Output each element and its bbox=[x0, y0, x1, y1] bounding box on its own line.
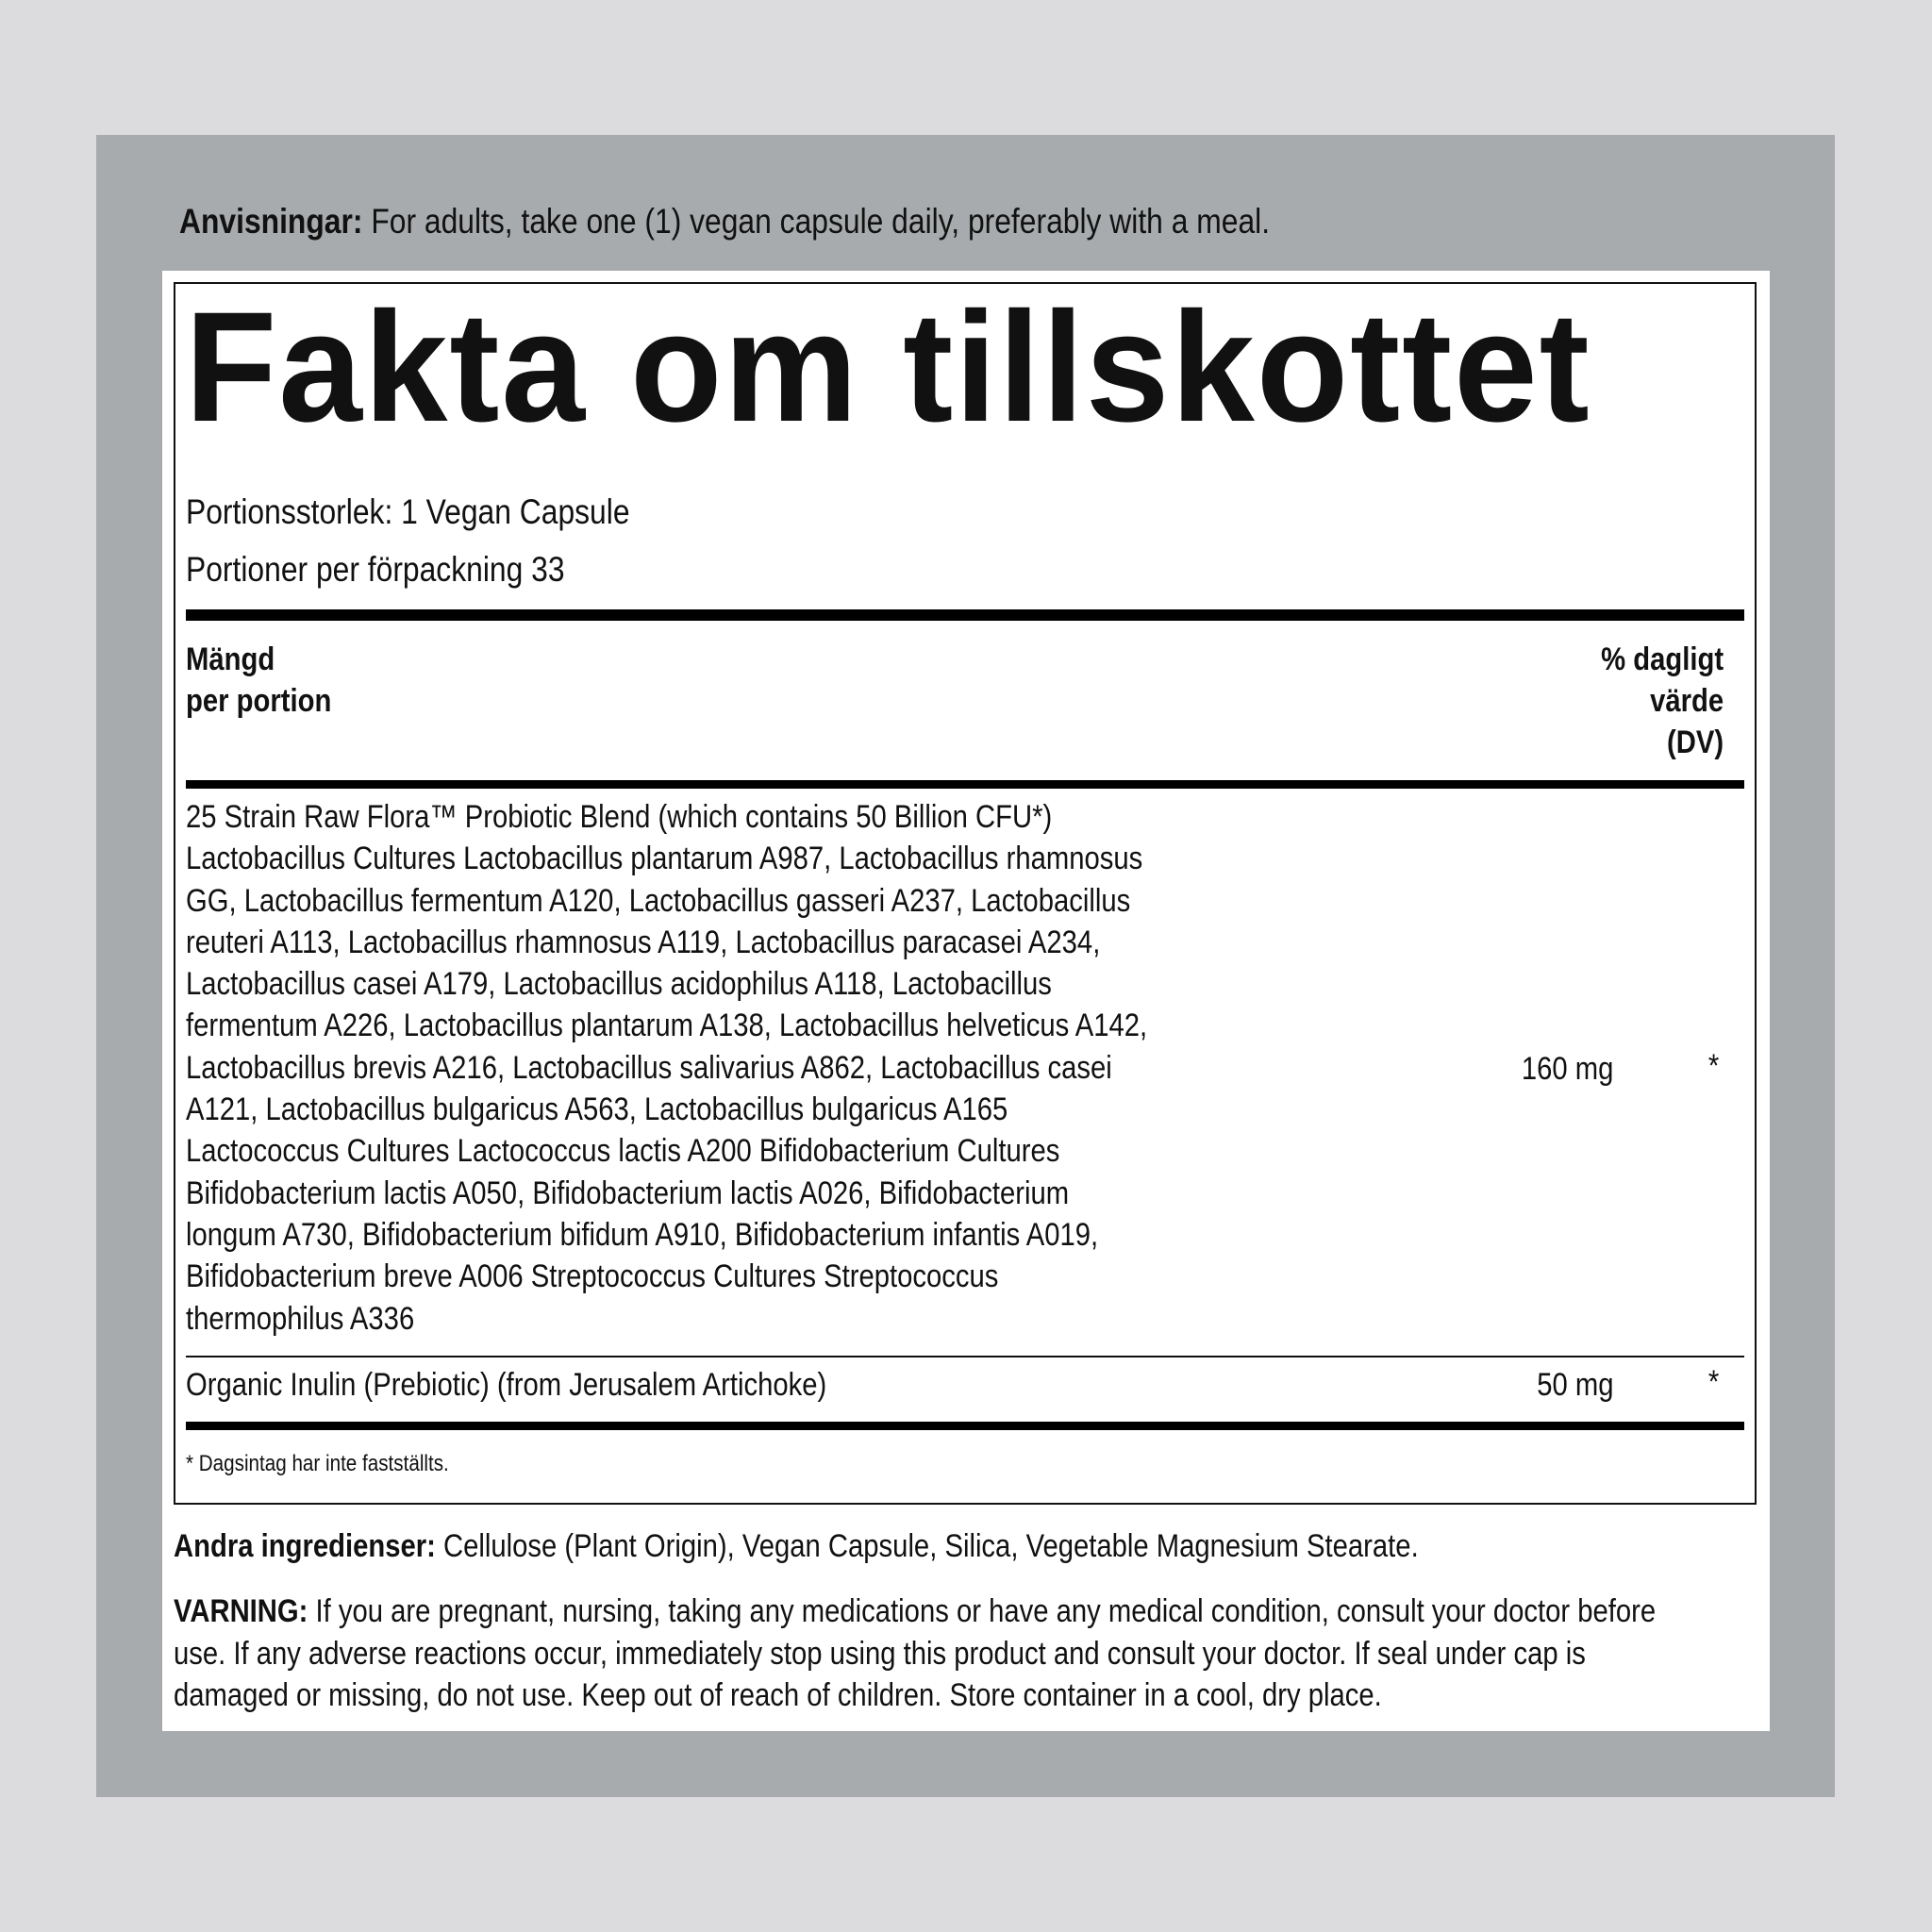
blend-line: Lactobacillus brevis A216, Lactobacillus salivarius A862, Lactobacillus casei bbox=[186, 1049, 1112, 1086]
serving-size: Portionsstorlek: 1 Vegan Capsule bbox=[186, 492, 630, 531]
blend-line: GG, Lactobacillus fermentum A120, Lactobacillus gasseri A237, Lactobacillus bbox=[186, 882, 1131, 919]
warning-line: damaged or missing, do not use. Keep out of reach of children. Store container in a cool, dry place. bbox=[174, 1677, 1382, 1713]
probiotic-blend-ingredient bbox=[186, 796, 1186, 1340]
other-ingredients bbox=[174, 1525, 1419, 1567]
blend-line: 25 Strain Raw Flora™ Probiotic Blend (which contains 50 Billion CFU*) bbox=[186, 799, 1053, 835]
servings-per-container: Portioner per förpackning 33 bbox=[186, 550, 565, 589]
blend-line: fermentum A226, Lactobacillus plantarum A138, Lactobacillus helveticus A142, bbox=[186, 1008, 1148, 1044]
inulin-daily-value: * bbox=[1707, 1364, 1719, 1400]
blend-line: thermophilus A336 bbox=[186, 1300, 415, 1337]
directions-label: Anvisningar: bbox=[179, 202, 363, 241]
blend-line: Lactococcus Cultures Lactococcus lactis A200 Bifidobacterium Cultures bbox=[186, 1133, 1060, 1170]
other-ingredients-text: Cellulose (Plant Origin), Vegan Capsule, Silica, Vegetable Magnesium Stearate. bbox=[435, 1528, 1419, 1564]
dv-header-line3: (DV) bbox=[1666, 724, 1724, 760]
blend-line: Lactobacillus Cultures Lactobacillus plantarum A987, Lactobacillus rhamnosus bbox=[186, 841, 1143, 877]
warning bbox=[174, 1591, 1932, 1717]
dv-header-line1: % dagligt bbox=[1601, 641, 1724, 677]
facts-title: Fakta om tillskottet bbox=[185, 280, 1591, 455]
warning-label: VARNING: bbox=[174, 1593, 308, 1629]
blend-line: Bifidobacterium lactis A050, Bifidobacterium lactis A026, Bifidobacterium bbox=[186, 1174, 1070, 1211]
inulin-amount: 50 mg bbox=[1536, 1367, 1613, 1403]
divider-thick bbox=[186, 780, 1744, 789]
blend-line: A121, Lactobacillus bulgaricus A563, Lactobacillus bulgaricus A165 bbox=[186, 1091, 1008, 1128]
amount-header-line1: Mängd bbox=[186, 641, 275, 677]
dv-header-line2: värde bbox=[1649, 683, 1724, 719]
blend-amount: 160 mg bbox=[1521, 1051, 1613, 1087]
inulin-ingredient: Organic Inulin (Prebiotic) (from Jerusalem Artichoke) bbox=[186, 1367, 827, 1403]
warning-line bbox=[174, 1591, 1747, 1633]
blend-line: Bifidobacterium breve A006 Streptococcus Cultures Streptococcus bbox=[186, 1258, 999, 1295]
amount-per-serving-header bbox=[186, 639, 331, 722]
daily-value-header bbox=[1601, 639, 1724, 763]
warning-line: use. If any adverse reactions occur, immediately stop using this product and consult your doctor. If seal under cap is bbox=[174, 1635, 1586, 1672]
blend-daily-value: * bbox=[1707, 1048, 1719, 1084]
other-ingredients-label: Andra ingredienser: bbox=[174, 1528, 436, 1564]
directions bbox=[179, 198, 1518, 245]
amount-header-line2: per portion bbox=[186, 683, 332, 719]
blend-line: reuteri A113, Lactobacillus rhamnosus A119, Lactobacillus paracasei A234, bbox=[186, 924, 1101, 960]
divider-thin bbox=[186, 1356, 1744, 1357]
divider-thick bbox=[186, 609, 1744, 621]
footnote: * Dagsintag har inte fastställts. bbox=[186, 1451, 449, 1476]
divider-thick bbox=[186, 1422, 1744, 1430]
blend-line: longum A730, Bifidobacterium bifidum A910, Bifidobacterium infantis A019, bbox=[186, 1216, 1099, 1253]
blend-line: Lactobacillus casei A179, Lactobacillus acidophilus A118, Lactobacillus bbox=[186, 966, 1052, 1003]
directions-text: For adults, take one (1) vegan capsule daily, preferably with a meal. bbox=[362, 202, 1271, 241]
warning-text: If you are pregnant, nursing, taking any medications or have any medical condition, consult your doctor before bbox=[308, 1593, 1657, 1629]
